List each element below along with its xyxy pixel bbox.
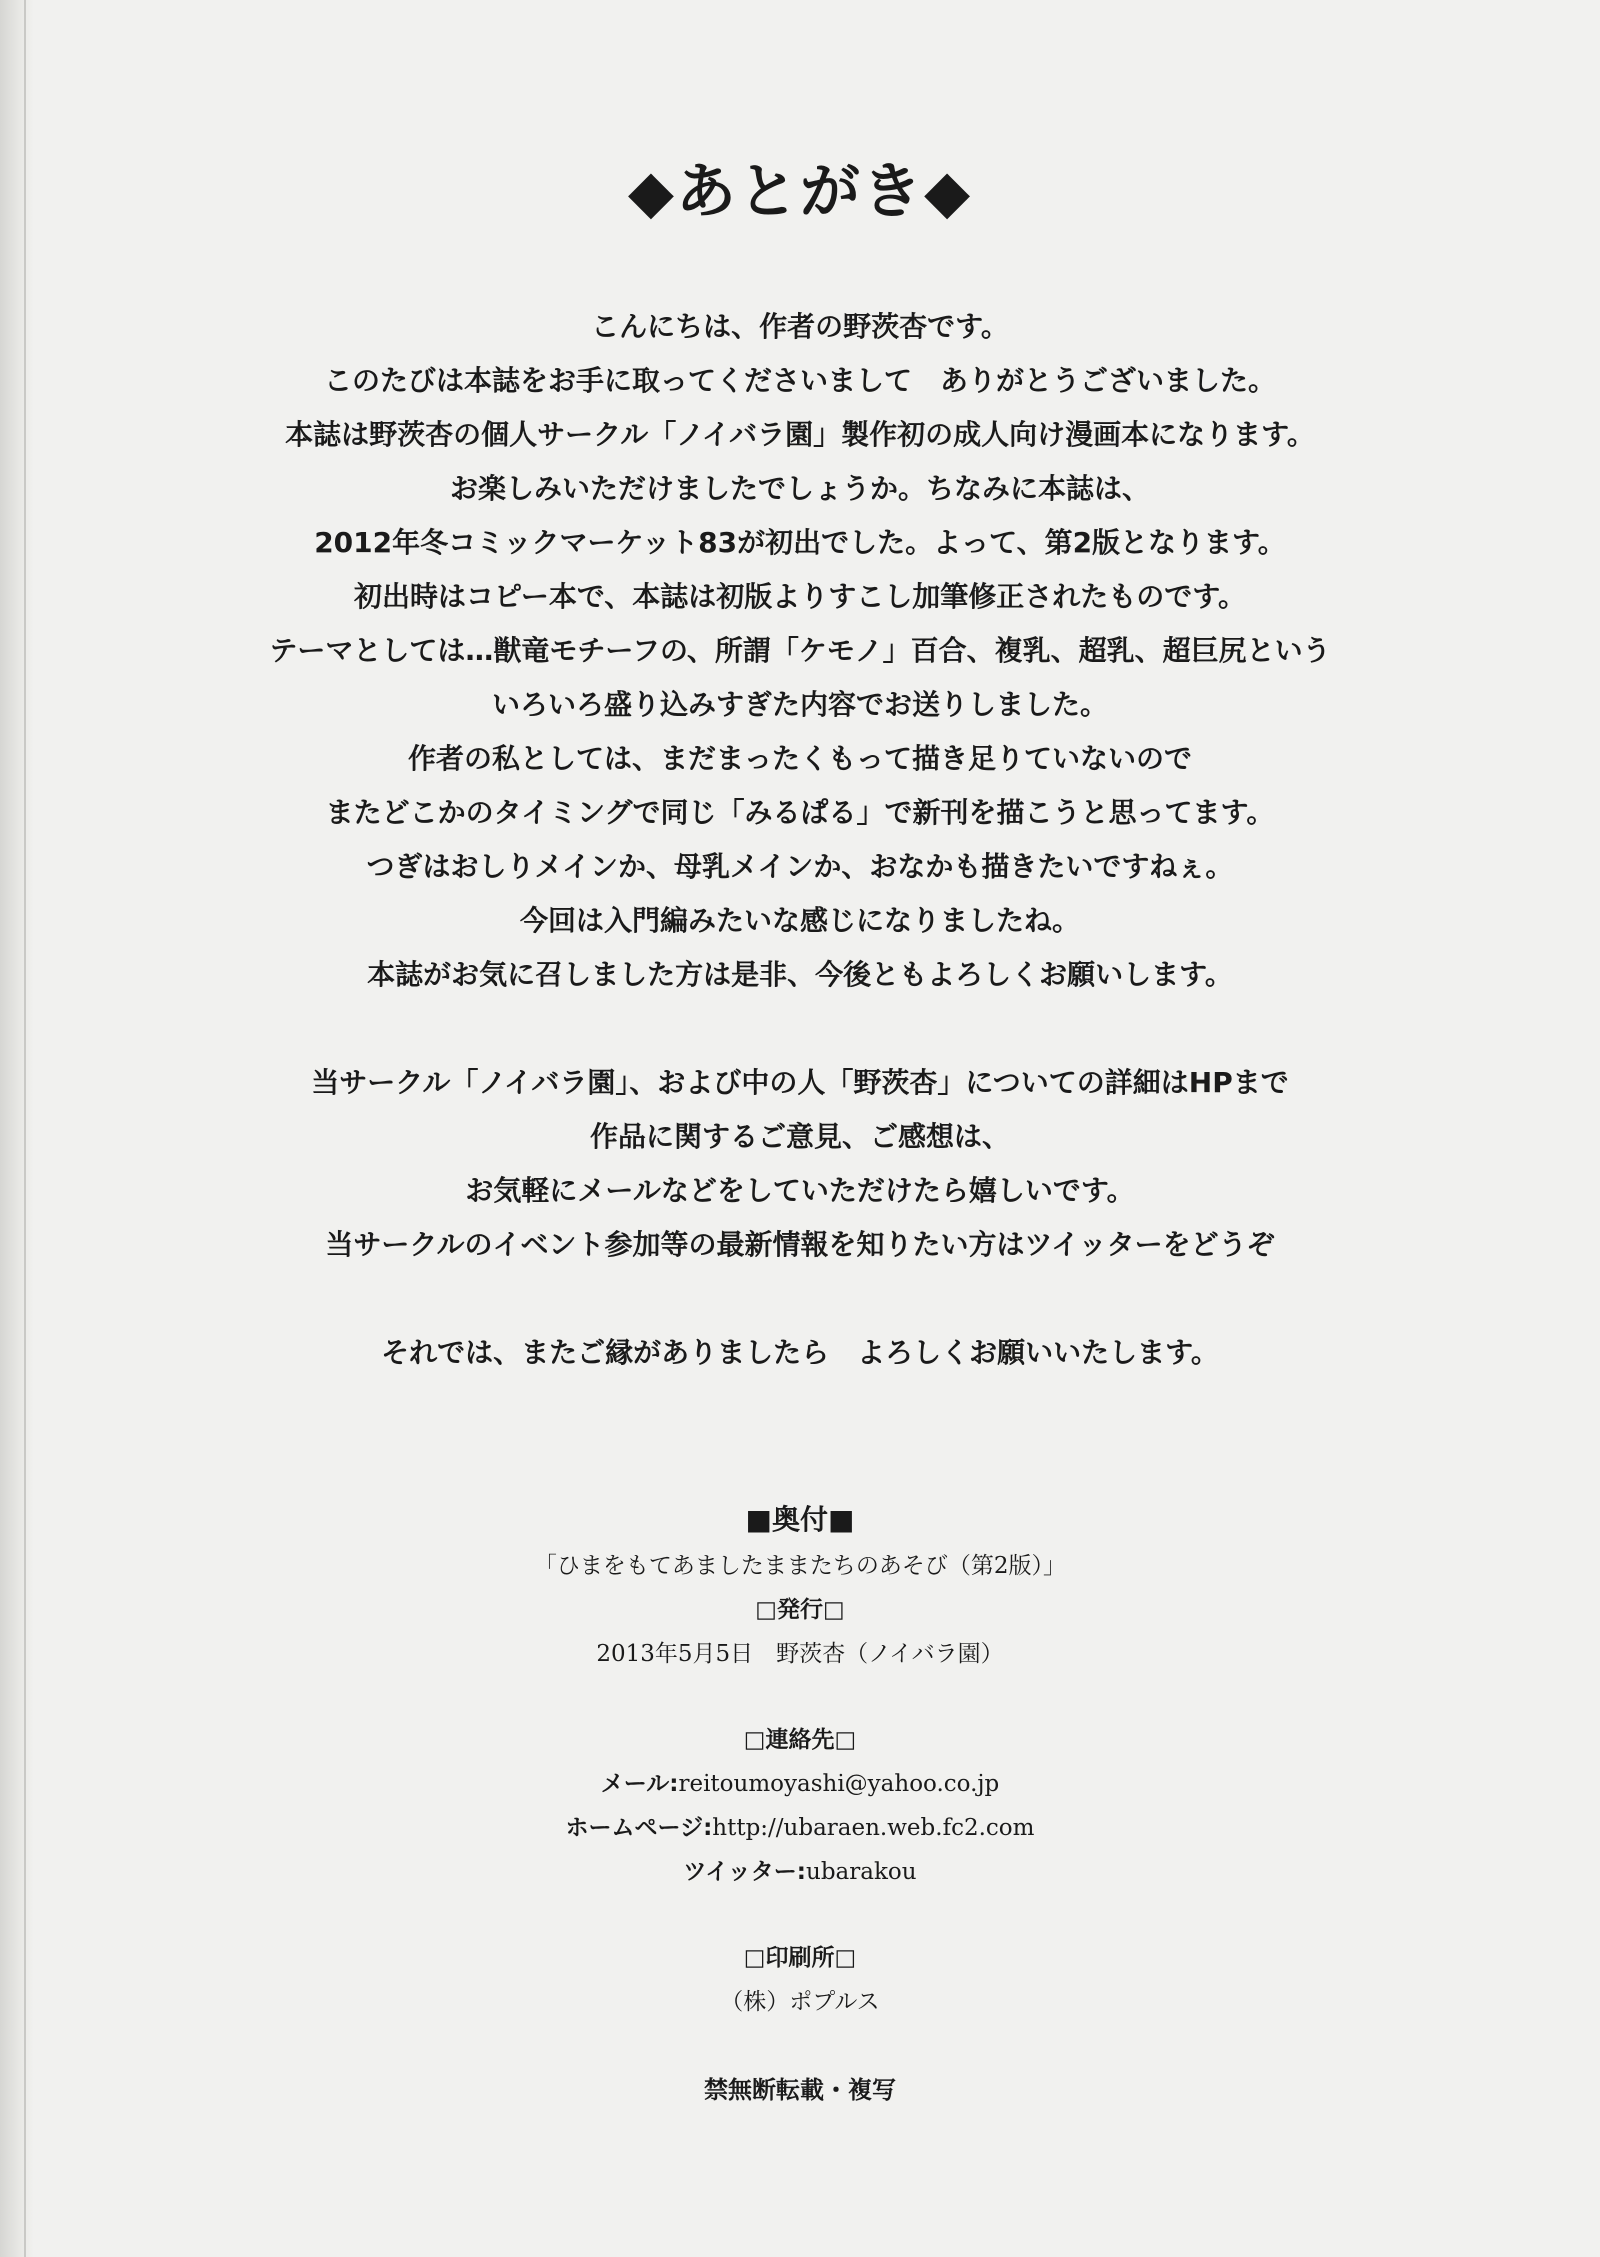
afterword-body (150, 300, 1450, 1380)
afterword-line: いろいろ盛り込みすぎた内容でお送りしました。 (491, 688, 1108, 721)
paragraph-gap (150, 1272, 1450, 1326)
twitter-line (300, 1850, 1300, 1894)
afterword-line: またどこかのタイミングで同じ「みるぱる」で新刊を描こうと思ってます。 (325, 796, 1275, 829)
contact-label: □連絡先□ (743, 1727, 857, 1753)
binding-edge (24, 0, 26, 2257)
email-value: reitoumoyashi@yahoo.co.jp (678, 1771, 1000, 1797)
homepage-key: ホームページ: (565, 1815, 713, 1841)
section-gap (300, 1676, 1300, 1718)
afterword-closing: それでは、またご縁がありましたら よろしくお願いいたします。 (381, 1336, 1219, 1369)
homepage-value: http://ubaraen.web.fc2.com (712, 1815, 1035, 1841)
printer-label: □印刷所□ (743, 1945, 857, 1971)
afterword-line: こんにちは、作者の野茨杏です。 (591, 310, 1009, 343)
section-gap (300, 1894, 1300, 1936)
afterword-line: つぎはおしりメインか、母乳メインか、おなかも描きたいですねぇ。 (366, 850, 1234, 883)
afterword-line: このたびは本誌をお手に取ってくださいまして ありがとうございました。 (323, 364, 1276, 397)
afterword-line: お気軽にメールなどをしていただけたら嬉しいです。 (465, 1174, 1135, 1207)
binding-shadow (0, 0, 34, 2257)
colophon (300, 1496, 1300, 2024)
afterword-line: 今回は入門編みたいな感じになりましたね。 (519, 904, 1080, 937)
afterword-line: 初出時はコピー本で、本誌は初版よりすこし加筆修正されたものです。 (353, 580, 1247, 613)
twitter-key: ツイッター: (683, 1859, 807, 1885)
afterword-line: 当サークルのイベント参加等の最新情報を知りたい方はツイッターをどうぞ (325, 1228, 1275, 1261)
email-key: メール: (600, 1771, 679, 1797)
afterword-line: 作者の私としては、まだまったくもって描き足りていないので (407, 742, 1192, 775)
afterword-line: テーマとしては…獣竜モチーフの、所謂「ケモノ」百合、複乳、超乳、超巨尻という (269, 634, 1331, 667)
afterword-line: 本誌は野茨杏の個人サークル「ノイバラ園」製作初の成人向け漫画本になります。 (285, 418, 1315, 451)
page-heading: ◆あとがき◆ (627, 157, 973, 227)
afterword-line: 当サークル「ノイバラ園」、および中の人「野茨杏」についての詳細はHPまで (311, 1066, 1289, 1099)
afterword-line: 2012年冬コミックマーケット83が初出でした。よって、第2版となります。 (314, 526, 1286, 559)
colophon-title: ■奥付■ (745, 1503, 855, 1536)
book-title: 「ひまをもてあましたままたちのあそび（第2版）」 (533, 1553, 1067, 1579)
copyright-notice: 禁無断転載・複写 (704, 2076, 896, 2104)
publication-info: 2013年5月5日 野茨杏（ノイバラ園） (596, 1641, 1004, 1667)
afterword-line: 本誌がお気に召しました方は是非、今後ともよろしくお願いします。 (367, 958, 1233, 991)
afterword-line: 作品に関するご意見、ご感想は、 (589, 1120, 1010, 1153)
twitter-value: ubarakou (806, 1859, 917, 1885)
printer-name: （株）ポプルス (720, 1989, 880, 2015)
publication-label: □発行□ (755, 1597, 845, 1623)
afterword-line: お楽しみいただけましたでしょうか。ちなみに本誌は、 (449, 472, 1150, 505)
paragraph-gap (150, 1002, 1450, 1056)
homepage-line (300, 1806, 1300, 1850)
email-line (300, 1762, 1300, 1806)
